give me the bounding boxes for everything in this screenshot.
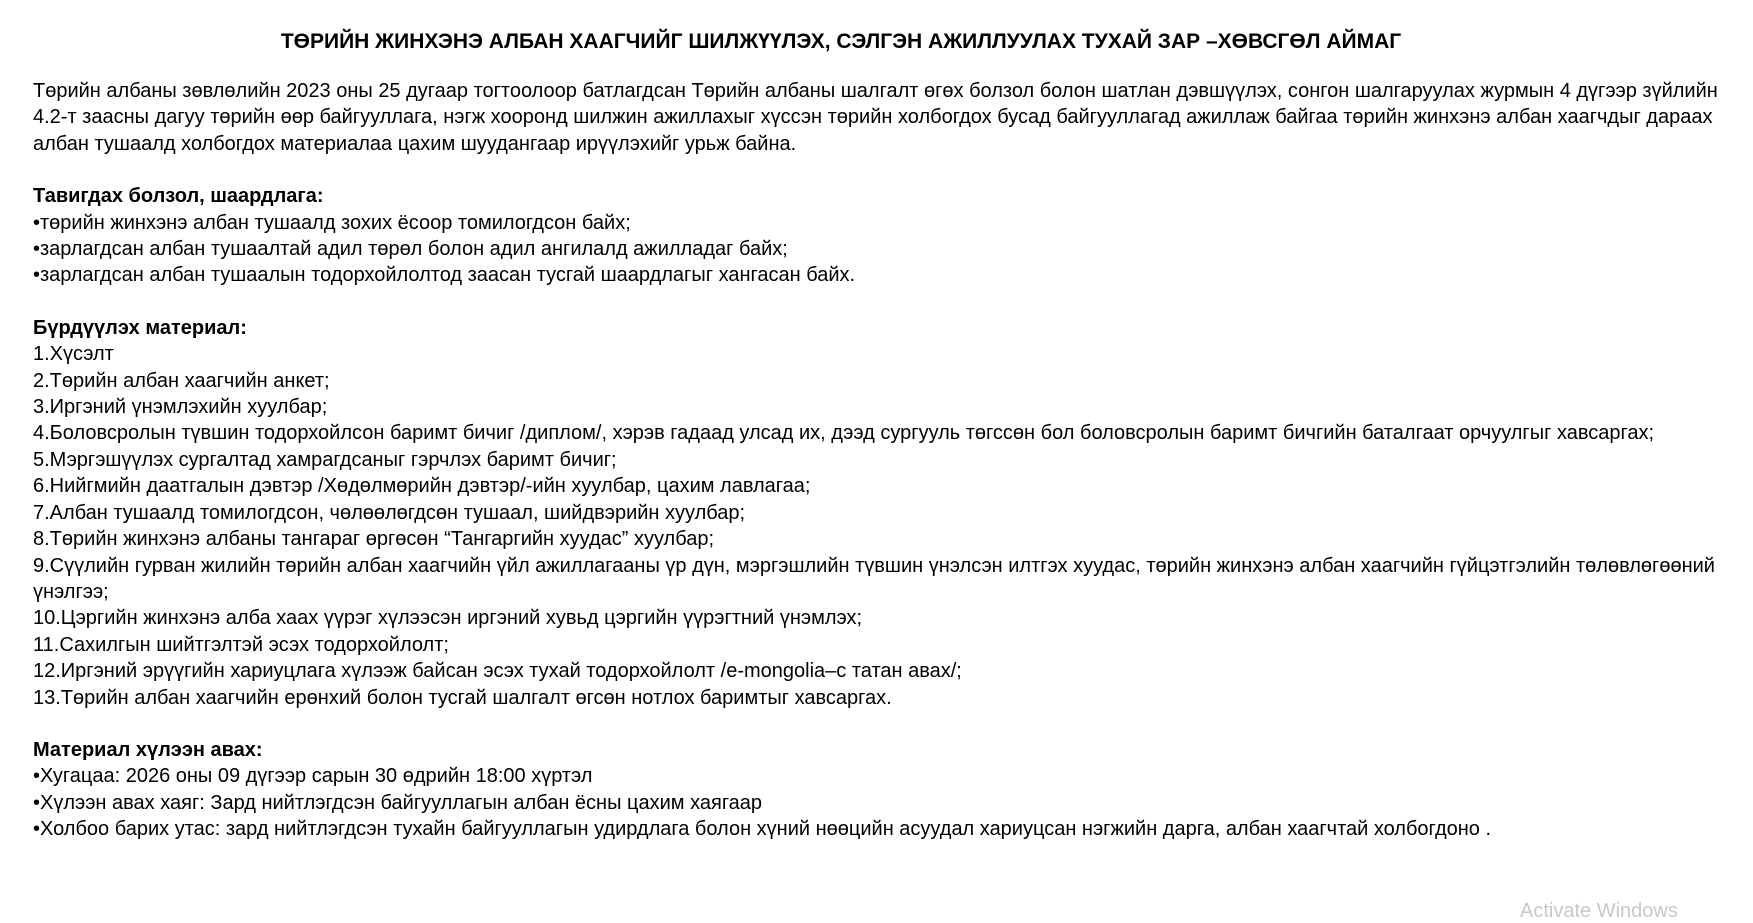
- material-item: 10.Цэргийн жинхэнэ алба хаах үүрэг хүлээсэн иргэний хувьд цэргийн үүрэгтний үнэмлэх;: [33, 607, 863, 630]
- requirements-heading: Тавигдах болзол, шаардлага:: [33, 185, 324, 208]
- material-item: 1.Хүсэлт: [33, 343, 114, 366]
- requirement-item: •зарлагдсан албан тушаалтай адил төрөл болон адил ангилалд ажилладаг байх;: [33, 238, 788, 261]
- requirement-item: •төрийн жинхэнэ албан тушаалд зохих ёсоор томилогдсон байх;: [33, 211, 631, 234]
- intro-paragraph: Төрийн албаны зөвлөлийн 2023 оны 25 дугаар тогтоолоор батлагдсан Төрийн албаны шалгалт өгөх болзол болон шатлан дэвшүүлэх, сонгон шалгаруулах журмын 4 дүгээр зүйлийн 4.2-т заасны дагуу төрийн өөр байгууллага, нэгж хооронд шилжин ажиллахыг хүссэн төрийн холбогдох бусад байгууллагад ажиллаж байгаа төрийн жинхэнэ албан хаагчдыг дараах албан тушаалд холбогдох материалаа цахим шуудангаар ирүүлэхийг урьж байна.: [33, 80, 1718, 155]
- requirement-item: •зарлагдсан албан тушаалын тодорхойлолтод заасан тусгай шаардлагыг хангасан байх.: [33, 264, 856, 287]
- material-item: 4.Боловсролын түвшин тодорхойлсон баримт бичиг /диплом/, хэрэв гадаад улсад их, дээд сургууль төгссөн бол боловсролын баримт бичгийн баталгаат орчуулгыг хавсаргах;: [33, 422, 1655, 445]
- material-item: 11.Сахилгын шийтгэлтэй эсэх тодорхойлолт;: [33, 633, 449, 656]
- document-body: [33, 78, 1733, 869]
- material-item: 12.Иргэний эрүүгийн хариуцлага хүлээж байсан эсэх тухай тодорхойлолт /e-mongolia–с татан авах/;: [33, 660, 962, 683]
- activation-watermark: Activate Windows: [1520, 900, 1678, 922]
- material-item: 6.Нийгмийн даатгалын дэвтэр /Хөдөлмөрийн дэвтэр/-ийн хуулбар, цахим лавлагаа;: [33, 475, 811, 498]
- material-item: 13.Төрийн албан хаагчийн ерөнхий болон тусгай шалгалт өгсөн нотлох баримтыг хавсаргах.: [33, 686, 892, 709]
- submission-item: •Хүлээн авах хаяг: Зард нийтлэгдсэн байгууллагын албан ёсны цахим хаягаар: [33, 791, 763, 814]
- submission-item: •Холбоо барих утас: зард нийтлэгдсэн тухайн байгууллагын удирдлага болон хүний нөөцийн асуудал хариуцсан нэгжийн дарга, албан хаагчтай холбогдоно .: [33, 818, 1492, 841]
- material-item: 8.Төрийн жинхэнэ албаны тангараг өргөсөн “Тангаргийн хуудас” хуулбар;: [33, 528, 715, 551]
- material-item: 3.Иргэний үнэмлэхийн хуулбар;: [33, 396, 328, 419]
- submission-section: [33, 737, 1733, 843]
- submission-heading: Материал хүлээн авах:: [33, 738, 263, 761]
- page-title: ТӨРИЙН ЖИНХЭНЭ АЛБАН ХААГЧИЙГ ШИЛЖҮҮЛЭХ, СЭЛГЭН АЖИЛЛУУЛАХ ТУХАЙ ЗАР –ХӨВСГӨЛ АЙМАГ: [280, 30, 1402, 53]
- materials-heading: Бүрдүүлэх материал:: [33, 316, 247, 339]
- material-item: 9.Сүүлийн гурван жилийн төрийн албан хаагчийн үйл ажиллагааны үр дүн, мэргэшлийн түвшин үнэлсэн илтгэх хуудас, төрийн жинхэнэ албан хаагчийн гүйцэтгэлийн төлөвлөгөөний үнэлгээ;: [33, 554, 1715, 603]
- materials-section: [33, 315, 1733, 711]
- material-item: 7.Албан тушаалд томилогдсон, чөлөөлөгдсөн тушаал, шийдвэрийн хуулбар;: [33, 501, 746, 524]
- material-item: 2.Төрийн албан хаагчийн анкет;: [33, 369, 330, 392]
- requirements-section: [33, 183, 1733, 289]
- submission-item: •Хугацаа: 2026 оны 09 дүгээр сарын 30 өдрийн 18:00 хүртэл: [33, 765, 593, 788]
- material-item: 5.Мэргэшүүлэх сургалтад хамрагдсаныг гэрчлэх баримт бичиг;: [33, 448, 617, 471]
